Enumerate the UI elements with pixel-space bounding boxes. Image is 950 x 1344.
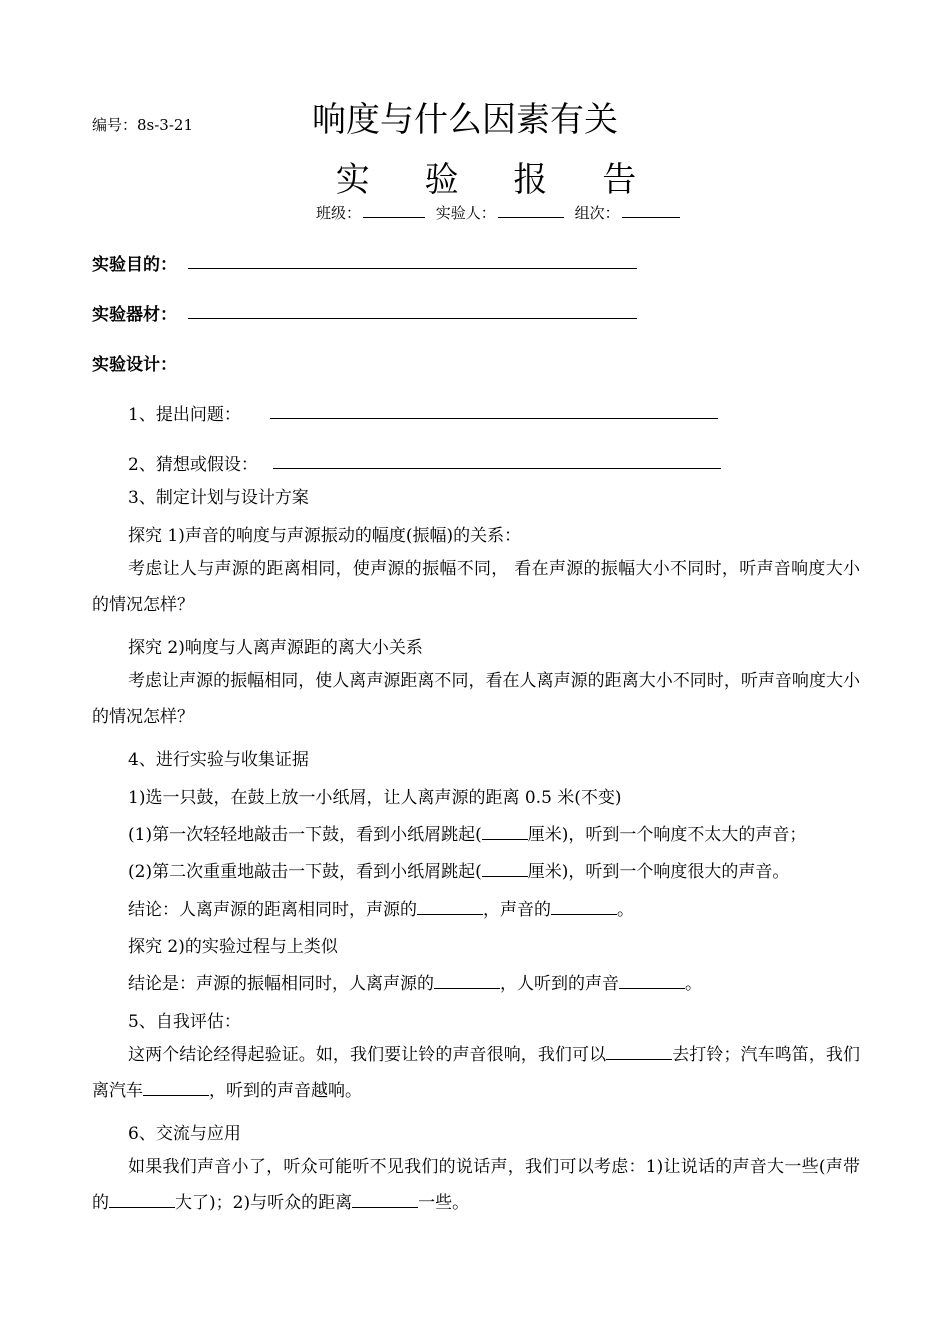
page-title xyxy=(0,92,950,141)
conclusion-2-mid: ，人听到的声音 xyxy=(500,974,619,994)
evaluation-part-2: 去打铃；汽车鸣笛，我们离汽车 xyxy=(92,1045,861,1101)
step-3-line xyxy=(128,857,789,882)
group-label: 组次： xyxy=(574,204,620,222)
step-3-prefix: (2)第二次重重地敲击一下鼓，看到小纸屑跳起( xyxy=(128,862,482,882)
application-part-1: 如果我们声音小了，听众可能听不见我们的说话声，我们可以考虑：1)让说话的声音大一些(声带的 xyxy=(92,1157,860,1213)
explore-1-text: 探究 1)声音的响度与声源振动的幅度(振幅)的关系： xyxy=(128,526,522,546)
person-field[interactable] xyxy=(498,203,564,218)
conclusion-1-end: 。 xyxy=(617,900,634,920)
evaluation-heading: 5、自我评估： xyxy=(128,1012,241,1032)
design-label: 实验设计： xyxy=(92,355,177,375)
conclusion-1-field-a[interactable] xyxy=(417,900,483,915)
application-part-2: 大了)；2)与听众的距离 xyxy=(175,1193,353,1213)
conclusion-2-field-b[interactable] xyxy=(619,974,685,989)
consider-2-text: 考虑让声源的振幅相同，使人离声源距离不同，看在人离声源的距离大小不同时，听声音响度大小的情况怎样？ xyxy=(92,671,860,727)
purpose-field[interactable] xyxy=(188,268,637,269)
step-2-suffix: 厘米)，听到一个响度不太大的声音； xyxy=(527,825,807,845)
person-label: 实验人： xyxy=(435,204,496,222)
materials-field[interactable] xyxy=(188,318,637,319)
class-label: 班级： xyxy=(316,204,362,222)
document-code: 编号：8s-3-21 xyxy=(92,116,194,134)
evaluation-part-1: 这两个结论经得起验证。如，我们要让铃的声音很响，我们可以 xyxy=(128,1045,607,1065)
question-1: 1、提出问题： xyxy=(128,405,241,425)
application-part-3: 一些。 xyxy=(418,1193,470,1213)
step-2-prefix: (1)第一次轻轻地敲击一下鼓，看到小纸屑跳起( xyxy=(128,825,482,845)
conclusion-1-field-b[interactable] xyxy=(551,900,617,915)
page-title-text: 响度与什么因素有关 xyxy=(312,100,618,140)
consider-1-text: 考虑让人与声源的距离相同，使声源的振幅不同， 看在声源的振幅大小不同时，听声音响度大小的情况怎样？ xyxy=(92,559,860,615)
evaluation-field-a[interactable] xyxy=(606,1045,672,1060)
jump-height-field-1[interactable] xyxy=(482,825,528,840)
evaluation-field-b[interactable] xyxy=(143,1081,209,1096)
explore-2-similar: 探究 2)的实验过程与上类似 xyxy=(128,937,338,957)
application-heading: 6、交流与应用 xyxy=(128,1124,241,1144)
explore-2-text: 探究 2)响度与人离声源距的离大小关系 xyxy=(128,638,423,658)
evaluation-paragraph xyxy=(92,1037,860,1109)
jump-height-field-2[interactable] xyxy=(482,862,528,877)
conclusion-2-line xyxy=(128,969,702,994)
class-field[interactable] xyxy=(363,203,425,218)
evaluation-part-3: ，听到的声音越响。 xyxy=(209,1081,362,1101)
plan-heading: 3、制定计划与设计方案 xyxy=(128,488,309,508)
conclusion-2-prefix: 结论是：声源的振幅相同时，人离声源的 xyxy=(128,974,434,994)
report-meta xyxy=(316,202,686,223)
application-paragraph xyxy=(92,1149,860,1221)
application-field-a[interactable] xyxy=(109,1193,175,1208)
hypothesis-label: 2、猜想或假设： xyxy=(128,455,258,475)
group-field[interactable] xyxy=(622,203,680,218)
experiment-heading: 4、进行实验与收集证据 xyxy=(128,750,309,770)
question-field[interactable] xyxy=(270,418,718,419)
conclusion-2-end: 。 xyxy=(685,974,702,994)
conclusion-2-field-a[interactable] xyxy=(434,974,500,989)
conclusion-1-prefix: 结论：人离声源的距离相同时，声源的 xyxy=(128,900,417,920)
page-subtitle: 实 验 报 告 xyxy=(335,160,659,200)
materials-label: 实验器材： xyxy=(92,305,177,325)
step-1-text: 1)选一只鼓，在鼓上放一小纸屑，让人离声源的距离 0.5 米(不变) xyxy=(128,788,622,808)
conclusion-1-line xyxy=(128,895,634,920)
hypothesis-field[interactable] xyxy=(273,468,721,469)
purpose-label: 实验目的： xyxy=(92,255,177,275)
step-3-suffix: 厘米)，听到一个响度很大的声音。 xyxy=(527,862,790,882)
step-2-line xyxy=(128,820,806,845)
application-field-b[interactable] xyxy=(352,1193,418,1208)
conclusion-1-mid: ，声音的 xyxy=(483,900,551,920)
